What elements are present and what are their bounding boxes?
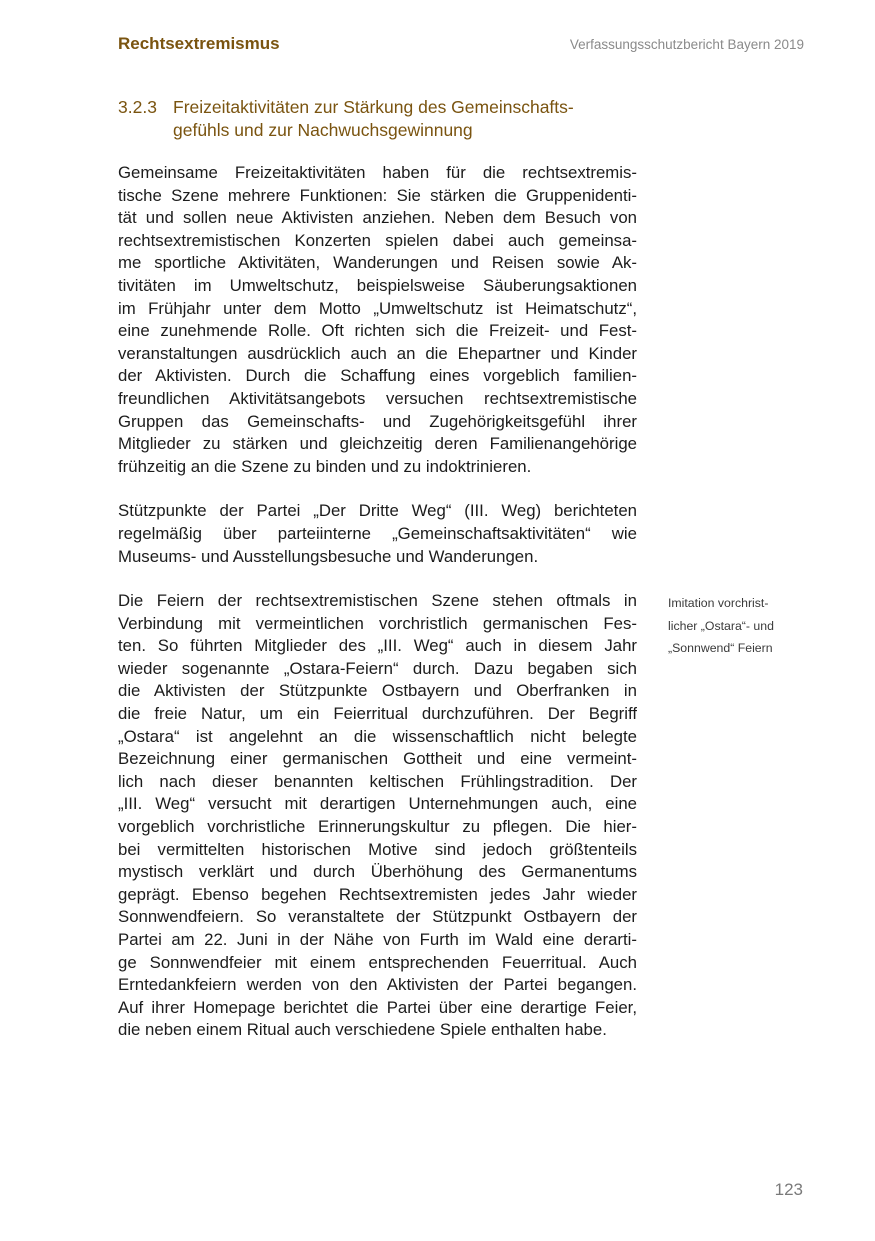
body-paragraph [118,500,637,568]
body-paragraph [118,162,637,478]
paragraph-line: Partei am 22. Juni in der Nähe von Furth im Wald eine derarti- [118,930,637,949]
section-number: 3.2.3 [118,97,157,117]
body-text-column [118,162,637,1064]
paragraph-line: mystisch verklärt und durch Überhöhung des Germanentums [118,862,637,882]
paragraph-line: „III. Weg“ versucht mit derartigen Unternehmungen auch, eine [118,794,637,814]
paragraph-line: eine zunehmende Rolle. Oft richten sich die Freizeit- und Fest- [118,321,637,341]
paragraph-line: vorgeblich vorchristliche Erinnerungskultur zu pflegen. Die hier- [118,817,637,837]
margin-note-line: licher „Ostara“- und [668,618,774,633]
paragraph-line: tät und sollen neue Aktivisten anziehen. Neben dem Besuch von [118,208,637,228]
paragraph-line: me sportliche Aktivitäten, Wanderungen und Reisen sowie Ak- [118,253,637,273]
paragraph-line: Bezeichnung einer germanischen Gottheit und eine vermeint- [118,749,637,769]
paragraph-line: Gruppen das Gemeinschafts- und Zugehörigkeitsgefühl ihrer [118,411,637,431]
paragraph-line: Erntedankfeiern werden von den Aktivisten der Partei begangen. [118,975,637,995]
paragraph-line: wieder sogenannte „Ostara-Feiern“ durch. Dazu begaben sich [118,658,637,678]
paragraph-line: frühzeitig an die Szene zu binden und zu indoktrinieren. [118,456,532,476]
paragraph-line: tivitäten im Umweltschutz, beispielsweise Säuberungsaktionen [118,275,637,295]
paragraph-line: lich nach dieser benannten keltischen Frühlingstradition. Der [118,771,637,791]
paragraph-line: Gemeinsame Freizeitaktivitäten haben für die rechtsextremis- [118,163,637,182]
margin-note-line: Imitation vorchrist- [668,596,769,610]
paragraph-line: ten. So führten Mitglieder des „III. Weg“ auch in diesem Jahr [118,636,637,656]
margin-note-line: „Sonnwend“ Feiern [668,641,773,655]
paragraph-line: Museums- und Ausstellungsbesuche und Wanderungen. [118,546,539,566]
paragraph-line: die Aktivisten der Stützpunkte Ostbayern und Oberfranken in [118,681,637,701]
paragraph-line: Stützpunkte der Partei „Der Dritte Weg“ (III. Weg) berichteten [118,501,637,521]
body-paragraph [118,590,637,1042]
paragraph-line: die freie Natur, um ein Feierritual durchzuführen. Der Begriff [118,704,637,724]
paragraph-line: tische Szene mehrere Funktionen: Sie stärken die Gruppenidenti- [118,185,637,205]
paragraph-line: freundlichen Aktivitätsangebots versuchen rechtsextremistische [118,388,637,408]
paragraph-line: ge Sonnwendfeier mit einem entsprechenden Feuerritual. Auch [118,952,637,972]
paragraph-line: Verbindung mit vermeintlichen vorchristlich germanischen Fes- [118,613,637,633]
paragraph-line: veranstaltungen ausdrücklich auch an die Ehepartner und Kinder [118,343,637,363]
paragraph-line: der Aktivisten. Durch die Schaffung eines vorgeblich familien- [118,366,637,386]
paragraph-line: Die Feiern der rechtsextremistischen Szene stehen oftmals in [118,591,637,611]
paragraph-line: die neben einem Ritual auch verschiedene Spiele enthalten habe. [118,1020,607,1040]
paragraph-line: rechtsextremistischen Konzerten spielen dabei auch gemeinsa- [118,230,637,250]
paragraph-line: Mitglieder zu stärken und gleichzeitig deren Familienangehörige [118,434,637,454]
paragraph-line: „Ostara“ ist angelehnt an die wissenschaftlich nicht belegte [118,726,637,746]
paragraph-line: Auf ihrer Homepage berichtet die Partei über eine derartige Feier, [118,997,637,1017]
margin-note [668,592,818,660]
section-heading [118,96,638,142]
paragraph-line: Sonnwendfeiern. So veranstaltete der Stützpunkt Ostbayern der [118,907,637,927]
section-title-line: Freizeitaktivitäten zur Stärkung des Gemeinschafts- [173,97,574,117]
paragraph-line: geprägt. Ebenso begehen Rechtsextremisten jedes Jahr wieder [118,884,637,904]
paragraph-line: im Frühjahr unter dem Motto „Umweltschutz ist Heimatschutz“, [118,298,637,318]
paragraph-line: bei vermittelten historischen Motive sind jedoch größtenteils [118,839,637,859]
page-number: 123 [774,1180,803,1199]
section-title-line: gefühls und zur Nachwuchsgewinnung [173,120,473,140]
running-header-chapter: Rechtsextremismus [118,34,280,53]
running-header-report-title: Verfassungsschutzbericht Bayern 2019 [569,37,804,52]
paragraph-line: regelmäßig über parteiinterne „Gemeinschaftsaktivitäten“ wie [118,523,637,543]
